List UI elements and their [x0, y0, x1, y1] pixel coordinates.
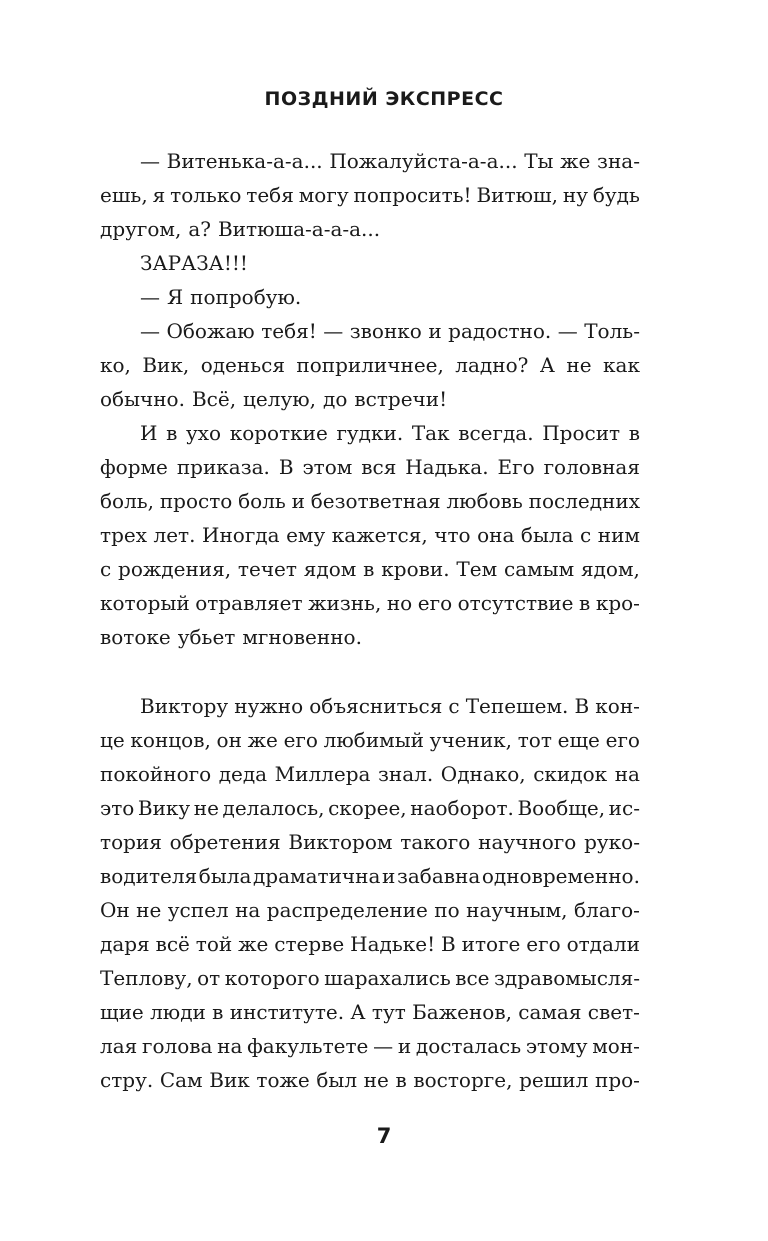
text-line: стру. Сам Вик тоже был не в восторге, решил про- — [100, 1068, 640, 1092]
text-line: Теплову, от которого шарахались все здравомысля- — [100, 966, 640, 990]
running-head: ПОЗДНИЙ ЭКСПРЕСС — [264, 88, 504, 110]
text-line: боль, просто боль и безответная любовь последних — [100, 489, 640, 513]
text-line: щие люди в институте. А тут Баженов, самая свет- — [100, 1000, 640, 1024]
text-line: — Витенька-а-а... Пожалуйста-а-а... Ты же зна- — [140, 149, 640, 173]
text-line: ко, Вик, оденься поприличнее, ладно? А не как — [100, 353, 640, 377]
text-line: обычно. Всё, целую, до встречи! — [100, 387, 448, 411]
text-line: лая голова на факультете — и досталась этому мон- — [100, 1034, 640, 1058]
text-block-dialogue — [100, 144, 640, 654]
text-line: с рождения, течет ядом в крови. Тем самым ядом, — [100, 557, 640, 581]
text-line: покойного деда Миллера знал. Однако, скидок на — [100, 762, 640, 786]
text-block-narrative — [100, 689, 640, 1097]
text-line: это Вику не делалось, скорее, наоборот. Вообще, ис- — [100, 796, 640, 820]
text-line: форме приказа. В этом вся Надька. Его головная — [100, 455, 640, 479]
text-line: ЗАРАЗА!!! — [140, 251, 248, 275]
text-line: ешь, я только тебя могу попросить! Витюш, ну будь — [100, 183, 640, 207]
text-line: трех лет. Иногда ему кажется, что она была с ним — [100, 523, 640, 547]
text-line: Он не успел на распределение по научным, благо- — [100, 898, 640, 922]
text-line: це концов, он же его любимый ученик, тот еще его — [100, 728, 640, 752]
text-line: — Обожаю тебя! — звонко и радостно. — Толь- — [140, 319, 640, 343]
text-line: тория обретения Виктором такого научного руко- — [100, 830, 640, 854]
text-line: даря всё той же стерве Надьке! В итоге его отдали — [100, 932, 640, 956]
text-line: И в ухо короткие гудки. Так всегда. Просит в — [140, 421, 640, 445]
text-line: вотоке убьет мгновенно. — [100, 625, 362, 649]
text-line: — Я попробую. — [140, 285, 302, 309]
text-line: который отравляет жизнь, но его отсутствие в кро- — [100, 591, 640, 615]
page-number: 7 — [376, 1124, 392, 1148]
text-line: Виктору нужно объясниться с Тепешем. В кон- — [140, 694, 640, 718]
text-line: другом, а? Витюша-а-а-а... — [100, 217, 381, 241]
text-line: водителя была драматична и забавна одновременно. — [100, 864, 640, 888]
